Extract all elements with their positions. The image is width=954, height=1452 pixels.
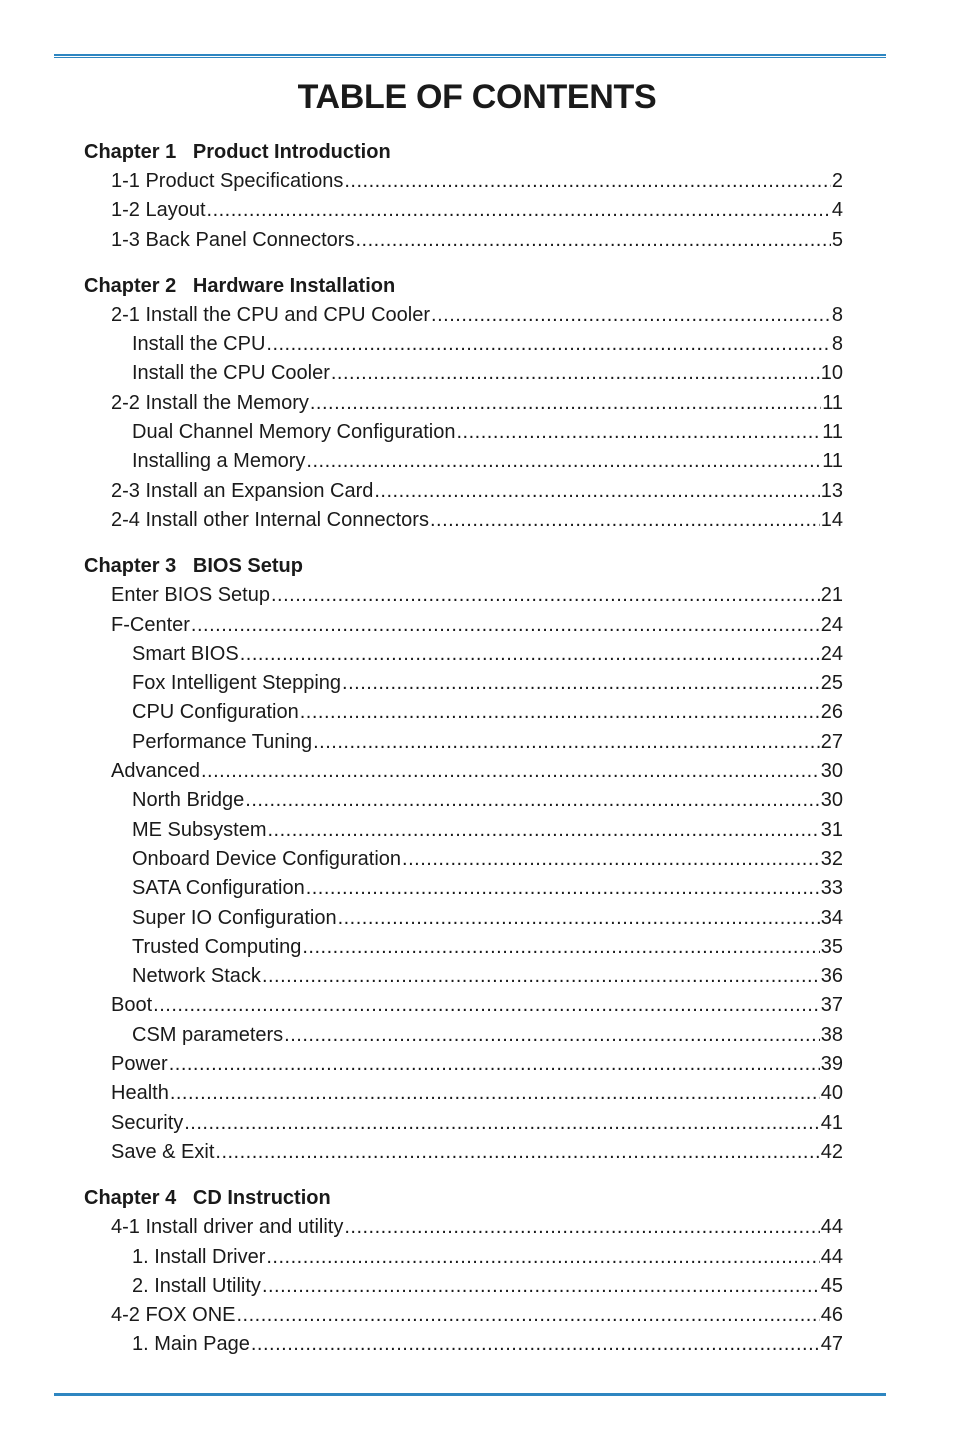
dot-leader — [245, 786, 819, 815]
dot-leader — [431, 301, 831, 330]
toc-entry[interactable] — [84, 786, 843, 815]
toc-entry-label: 2-4 Install other Internal Connectors — [111, 508, 429, 531]
page-title: TABLE OF CONTENTS — [297, 78, 657, 116]
dot-leader — [355, 226, 830, 255]
dot-leader — [306, 447, 821, 476]
toc-entry[interactable] — [84, 1301, 843, 1330]
toc-entry-label: 4-2 FOX ONE — [111, 1304, 236, 1327]
toc-entry-label: Install the CPU Cooler — [132, 362, 330, 385]
toc-entry-page-number: 37 — [820, 994, 843, 1017]
toc-entry-page-number: 34 — [820, 906, 843, 929]
toc-entry-page-number: 4 — [831, 199, 843, 222]
dot-leader — [251, 1330, 820, 1359]
dot-leader — [457, 418, 822, 447]
toc-entry-label: Trusted Computing — [132, 935, 302, 958]
toc-entry-label: Onboard Device Configuration — [132, 847, 402, 870]
dot-leader — [344, 167, 831, 196]
toc-entry-page-number: 30 — [820, 789, 843, 812]
toc-entry-page-number: 24 — [820, 613, 843, 636]
toc-entry-label: CPU Configuration — [132, 701, 299, 724]
dot-leader — [284, 1021, 820, 1050]
toc-entry-page-number: 2 — [831, 170, 843, 192]
dot-leader — [267, 816, 819, 845]
toc-entry[interactable] — [84, 477, 843, 506]
toc-entry-page-number: 38 — [820, 1023, 843, 1046]
toc-entry-label: 2-3 Install an Expansion Card — [111, 479, 374, 502]
top-rule-thick — [54, 54, 886, 56]
toc-entry-page-number: 24 — [820, 642, 843, 665]
dot-leader — [344, 1213, 819, 1242]
dot-leader — [169, 1050, 820, 1079]
toc-entry-label: SATA Configuration — [132, 877, 305, 900]
chapter-section — [84, 138, 843, 255]
toc-entry[interactable] — [84, 728, 843, 757]
toc-entry-label: Save & Exit — [111, 1140, 215, 1163]
dot-leader — [313, 728, 820, 757]
toc-entry[interactable] — [84, 359, 843, 388]
toc-entry[interactable] — [84, 933, 843, 962]
dot-leader — [430, 506, 820, 535]
toc-entry-page-number: 25 — [820, 672, 843, 695]
chapter-section — [84, 552, 843, 1167]
dot-leader — [201, 757, 820, 786]
toc-entry[interactable] — [84, 874, 843, 903]
dot-leader — [236, 1301, 819, 1330]
chapter-heading[interactable]: Chapter 4 CD Instruction — [84, 1187, 331, 1210]
toc-entry-label: CSM parameters — [132, 1023, 284, 1046]
toc-entry[interactable] — [84, 196, 843, 225]
toc-entry[interactable] — [84, 1021, 843, 1050]
toc-entry[interactable] — [84, 506, 843, 535]
top-rule — [54, 54, 886, 58]
toc-entry-page-number: 39 — [820, 1053, 843, 1076]
toc-entry-label: ME Subsystem — [132, 818, 267, 841]
toc-entry[interactable] — [84, 904, 843, 933]
toc-entry-label: Dual Channel Memory Configuration — [132, 421, 456, 444]
top-rule-thin — [54, 57, 886, 58]
toc-entry[interactable] — [84, 330, 843, 359]
toc-entry[interactable] — [84, 167, 843, 196]
toc-entry-label: Performance Tuning — [132, 730, 313, 753]
dot-leader — [271, 581, 820, 610]
chapter-section — [84, 1184, 843, 1359]
toc-entry-label: Enter BIOS Setup — [111, 584, 270, 607]
toc-entry[interactable] — [84, 1213, 843, 1242]
toc-entry-page-number: 14 — [820, 508, 843, 531]
dot-leader — [302, 933, 819, 962]
chapter-heading[interactable]: Chapter 3 BIOS Setup — [84, 555, 303, 578]
toc-entry-page-number: 33 — [820, 877, 843, 900]
toc-entry-label: 4-1 Install driver and utility — [111, 1216, 344, 1239]
toc-entry[interactable] — [84, 698, 843, 727]
toc-entry[interactable] — [84, 757, 843, 786]
toc-entry-page-number: 13 — [820, 479, 843, 502]
toc-entry-label: Smart BIOS — [132, 642, 239, 665]
chapter-heading[interactable]: Chapter 1 Product Introduction — [84, 141, 391, 163]
toc-entry-label: Security — [111, 1111, 184, 1134]
toc-entry-page-number: 10 — [820, 362, 843, 385]
chapter-section — [84, 272, 843, 535]
toc-entry-label: 1-1 Product Specifications — [111, 170, 344, 192]
toc-entry[interactable] — [84, 1330, 843, 1359]
toc-entry[interactable] — [84, 962, 843, 991]
toc-entry-page-number: 5 — [831, 228, 843, 251]
toc-entry-page-number: 27 — [820, 730, 843, 753]
toc-entry[interactable] — [84, 447, 843, 476]
dot-leader — [338, 904, 820, 933]
dot-leader — [240, 640, 820, 669]
toc-entry-page-number: 46 — [820, 1304, 843, 1327]
toc-entry-label: 1. Install Driver — [132, 1245, 266, 1268]
toc-entry[interactable] — [84, 669, 843, 698]
dot-leader — [262, 962, 820, 991]
bottom-rule — [54, 1393, 886, 1396]
toc-entry[interactable] — [84, 226, 843, 255]
toc-entry-page-number: 11 — [822, 421, 843, 444]
toc-entry[interactable] — [84, 1050, 843, 1079]
toc-entry-page-number: 32 — [820, 847, 843, 870]
toc-entry-label: Install the CPU — [132, 333, 266, 356]
toc-entry-page-number: 40 — [820, 1082, 843, 1105]
dot-leader — [191, 611, 820, 640]
toc-entry-page-number: 30 — [820, 760, 843, 783]
toc-entry-label: Boot — [111, 994, 153, 1017]
dot-leader — [266, 1243, 819, 1272]
dot-leader — [310, 389, 821, 418]
dot-leader — [402, 845, 820, 874]
toc-entry-page-number: 21 — [820, 584, 843, 607]
toc-entry[interactable] — [84, 1109, 843, 1138]
toc-entry-label: 1-3 Back Panel Connectors — [111, 228, 355, 251]
toc-entry[interactable] — [84, 1243, 843, 1272]
toc-entry[interactable] — [84, 816, 843, 845]
dot-leader — [266, 330, 830, 359]
toc-entry[interactable] — [84, 301, 843, 330]
toc-entry[interactable] — [84, 389, 843, 418]
toc-entry[interactable] — [84, 1079, 843, 1108]
toc-entry-page-number: 11 — [822, 391, 843, 414]
toc-entry[interactable] — [84, 581, 843, 610]
toc-entry[interactable] — [84, 845, 843, 874]
toc-entry[interactable] — [84, 611, 843, 640]
toc-entry[interactable] — [84, 1272, 843, 1301]
toc-entry-label: Installing a Memory — [132, 450, 306, 473]
toc-entry-label: North Bridge — [132, 789, 245, 812]
dot-leader — [374, 477, 819, 506]
toc-entry-label: Advanced — [111, 760, 200, 783]
dot-leader — [306, 874, 820, 903]
toc-entry[interactable] — [84, 640, 843, 669]
toc-entry-page-number: 47 — [820, 1333, 843, 1356]
toc-entry-label: Super IO Configuration — [132, 906, 337, 929]
toc-entry-label: Fox Intelligent Stepping — [132, 672, 342, 695]
toc-entry-label: Network Stack — [132, 965, 261, 988]
toc-entry-page-number: 45 — [820, 1274, 843, 1297]
toc-entry-page-number: 8 — [831, 303, 843, 326]
dot-leader — [342, 669, 820, 698]
toc-entry[interactable] — [84, 991, 843, 1020]
toc-entry-label: Power — [111, 1053, 168, 1076]
toc-entry[interactable] — [84, 1138, 843, 1167]
toc-entry-page-number: 42 — [820, 1140, 843, 1163]
toc-entry-label: Health — [111, 1082, 169, 1105]
toc-entry-page-number: 8 — [831, 333, 843, 356]
toc-entry-page-number: 11 — [822, 450, 843, 473]
toc-entry-label: 1. Main Page — [132, 1333, 250, 1356]
toc-entry-page-number: 26 — [820, 701, 843, 724]
toc-entry-page-number: 41 — [820, 1111, 843, 1134]
dot-leader — [170, 1079, 820, 1108]
toc-entry-page-number: 31 — [820, 818, 843, 841]
dot-leader — [262, 1272, 820, 1301]
toc-entry-page-number: 44 — [820, 1216, 843, 1239]
toc-entry-label: F-Center — [111, 613, 190, 636]
toc-entry-label: 2-1 Install the CPU and CPU Cooler — [111, 303, 431, 326]
toc-entry-page-number: 44 — [820, 1245, 843, 1268]
dot-leader — [153, 991, 820, 1020]
dot-leader — [331, 359, 820, 388]
dot-leader — [207, 196, 831, 225]
dot-leader — [300, 698, 820, 727]
toc-entry-label: 2. Install Utility — [132, 1274, 261, 1297]
table-of-contents — [84, 138, 843, 1360]
toc-entry-page-number: 36 — [820, 965, 843, 988]
toc-entry-page-number: 35 — [820, 935, 843, 958]
toc-entry-label: 2-2 Install the Memory — [111, 391, 309, 414]
dot-leader — [184, 1109, 820, 1138]
dot-leader — [215, 1138, 819, 1167]
toc-entry[interactable] — [84, 418, 843, 447]
toc-entry-label: 1-2 Layout — [111, 199, 206, 222]
chapter-heading[interactable]: Chapter 2 Hardware Installation — [84, 274, 396, 297]
